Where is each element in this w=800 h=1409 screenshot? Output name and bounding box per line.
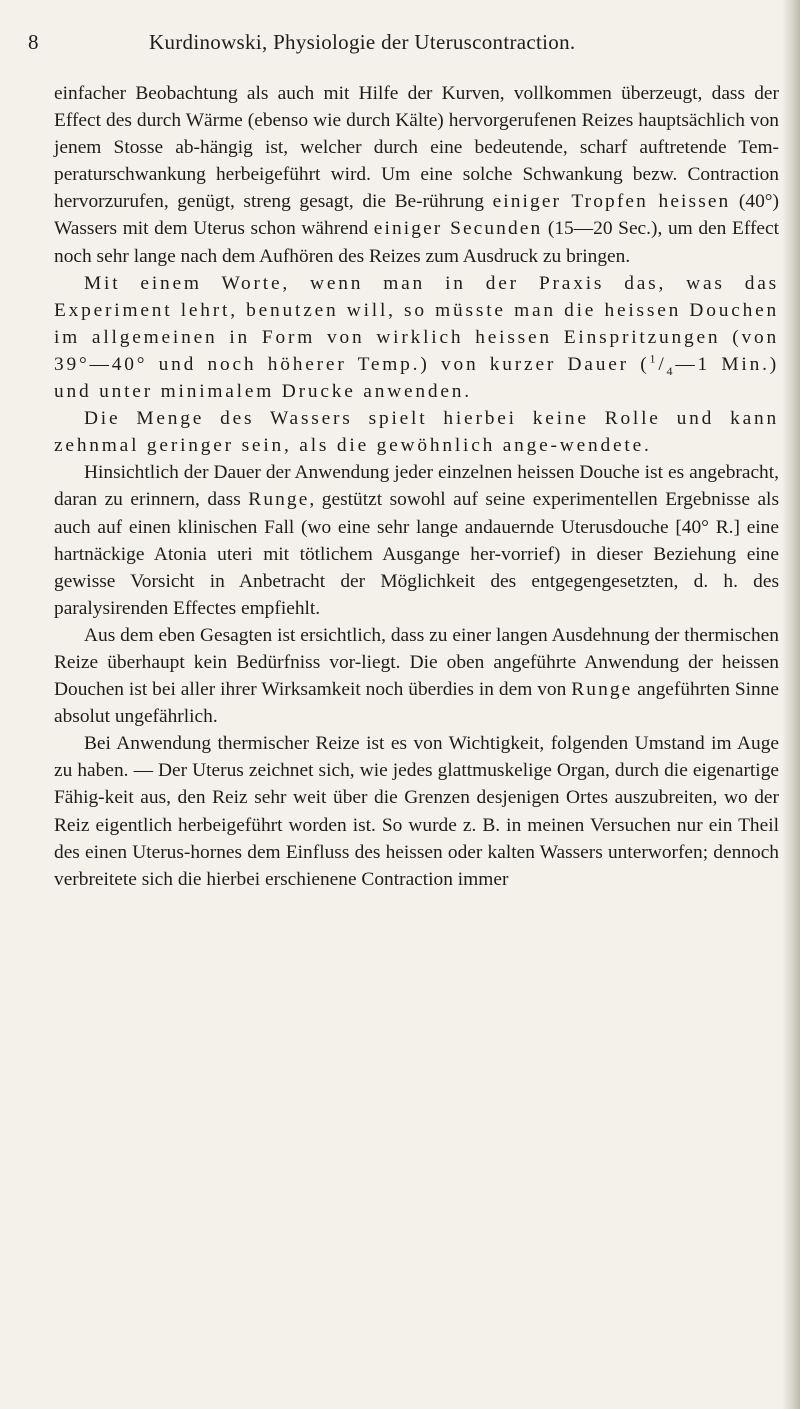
fraction-numerator: 1	[649, 351, 659, 366]
paragraph-3: Die Menge des Wassers spielt hierbei keine Rolle und kann zehnmal geringer sein, als die gewöhnlich ange-wendete.	[54, 408, 779, 457]
paragraph-4: Hinsichtlich der Dauer der Anwendung jeder einzelnen heissen Douche ist es angebracht, daran zu erinnern, dass Runge, gestützt sowohl auf seine experimentellen Ergebnisse als auch auf einen klinischen Fall (wo eine sehr lange andauernde Uterusdouche [40° R.] eine hartnäckige Atonia uteri mit tötlichem Ausgange her-vorrief) in dieser Beziehung eine gewisse Vorsicht in Anbetracht der Möglichkeit des entgegengesetzten, d. h. des paralysirenden Effectes empfiehlt.	[54, 462, 779, 619]
running-title: Kurdinowski, Physiologie der Uteruscontraction.	[149, 30, 576, 54]
paragraph-2: Mit einem Worte, wenn man in der Praxis das, was das Experiment lehrt, benutzen will, so müsste man die heissen Douchen im allgemeinen in Form von wirklich heissen Einspritzungen (von 39°—40° und noch höherer Temp.) von kurzer Dauer ($^1/_4—1$ Min.) und unter minimalem Drucke anwenden.	[54, 272, 779, 403]
author-name-runge: Runge	[571, 679, 633, 701]
paragraph-1: einfacher Beobachtung als auch mit Hilfe der Kurven, vollkommen überzeugt, dass der Effect des durch Wärme (ebenso wie durch Kälte) hervorgerufenen Reizes hauptsächlich von jenem Stosse ab-hängig ist, welcher durch eine bedeutende, scharf auftretende Tem-peraturschwankung herbeigeführt wird. Um eine solche Schwankung bezw. Contraction hervorzurufen, genügt, streng gesagt, die Be-rührung einiger Tropfen heissen (40°) Wassers mit dem Uterus schon während einiger Secunden (15—20 Sec.), um den Effect noch sehr lange nach dem Aufhören des Reizes zum Ausdruck zu bringen.	[54, 83, 779, 267]
page-number: 8	[28, 30, 39, 54]
paragraph-5: Aus dem eben Gesagten ist ersichtlich, dass zu einer langen Ausdehnung der thermischen Reize überhaupt kein Bedürfniss vor-liegt. Die oben angeführte Anwendung der heissen Douchen ist bei aller ihrer Wirksamkeit noch überdies in dem von Runge angeführten Sinne absolut ungefährlich.	[54, 624, 779, 728]
fraction-denominator: 4	[666, 363, 676, 378]
spaced-emphasis: einiger Tropfen heissen	[492, 191, 731, 213]
page-header	[28, 30, 768, 60]
page-edge-shadow	[782, 0, 800, 1409]
paragraph-6: Bei Anwendung thermischer Reize ist es von Wichtigkeit, folgenden Umstand im Auge zu haben. — Der Uterus zeichnet sich, wie jedes glattmuskelige Organ, durch die eigenartige Fähig-keit aus, den Reiz sehr weit über die Grenzen desjenigen Ortes auszubreiten, wo der Reiz eigentlich herbeigeführt worden ist. So wurde z. B. in meinen Versuchen nur ein Theil des einen Uterus-hornes dem Einfluss des heissen oder kalten Wassers unterworfen; dennoch verbreitete sich die hierbei erschienene Contraction immer	[54, 733, 779, 890]
author-name-runge: Runge	[248, 489, 310, 511]
body-text	[54, 80, 779, 893]
spaced-emphasis: einiger Secunden	[373, 218, 543, 240]
